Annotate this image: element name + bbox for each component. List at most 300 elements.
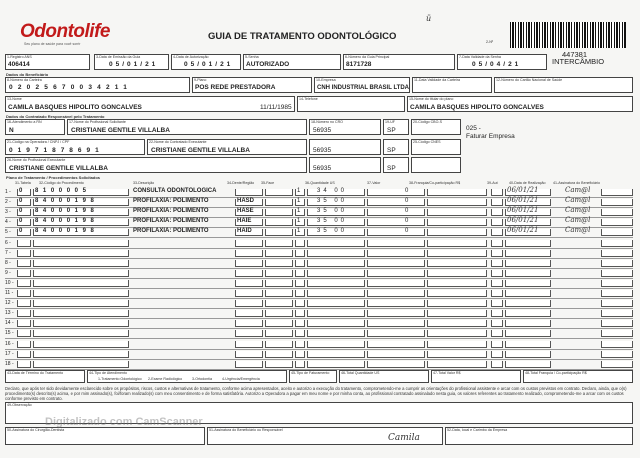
aut-cell (491, 280, 503, 287)
face-cell (265, 310, 293, 317)
franquia-cell (427, 300, 487, 307)
us-cell (307, 361, 365, 368)
total-qtd-label: 46-Total Quantidade US (341, 371, 380, 375)
face-cell (265, 189, 293, 196)
qtd-cell (295, 320, 305, 327)
side-note-num: 025 - (466, 125, 481, 132)
table-row (5, 299, 633, 309)
tipo-4: 4-Urgência/Emergência (222, 377, 260, 381)
aut-cell (491, 310, 503, 317)
tabela-cell (17, 280, 31, 287)
col-codigo: 32-Código do Procedimento (39, 181, 84, 185)
dente-value: HAID (237, 228, 252, 235)
valor-cell (367, 270, 425, 277)
tabela-cell (17, 260, 31, 267)
guide-number-label: 2-Nº (486, 40, 494, 44)
table-row (5, 269, 633, 279)
franquia-cell (427, 219, 487, 226)
table-row (5, 340, 633, 350)
uf3-value: SP (387, 165, 396, 172)
validade-senha-label: 7-Data Validade da Senha (459, 55, 501, 59)
glosa-cell (601, 229, 633, 236)
cro2-box (309, 139, 381, 155)
us-cell (307, 351, 365, 358)
table-row (5, 350, 633, 360)
uf-box (383, 119, 409, 135)
aut-cell (491, 219, 503, 226)
codigo-cell (33, 250, 129, 257)
franquia-cell (427, 280, 487, 287)
row-number: 5 - (5, 229, 11, 236)
dente-cell (235, 351, 263, 358)
carteira-box (5, 77, 190, 93)
data-cell (505, 330, 551, 337)
row-number: 6 - (5, 239, 11, 246)
validade-senha-value: 05/04/21 (472, 61, 522, 68)
us-value: 35 00 (317, 218, 348, 225)
qtd-cell (295, 330, 305, 337)
cro-label: 18-Número no CRO (311, 120, 343, 124)
codigo-cell (33, 300, 129, 307)
total-franquia-label: 48-Total Franquia / Co-participação R$ (525, 371, 587, 375)
us-cell (307, 320, 365, 327)
glosa-cell (601, 290, 633, 297)
qtd-cell (295, 361, 305, 368)
dente-cell (235, 341, 263, 348)
face-cell (265, 351, 293, 358)
descricao-value: PROFILAXIA: POLIMENTO (133, 228, 209, 235)
cro3-value: 56935 (313, 165, 332, 172)
carteira-label: 8-Número da Carteira (7, 78, 42, 82)
codigo-cell (33, 330, 129, 337)
descricao-value: CONSULTA ODONTOLOGICA (133, 188, 217, 194)
nascimento-value: 11/11/1985 (260, 104, 292, 111)
qtd-cell (295, 250, 305, 257)
beneficiario-signature: Camila (388, 433, 420, 443)
us-cell (307, 290, 365, 297)
cnes-label: 25-Código CNES (413, 140, 441, 144)
codigo-cell (33, 351, 129, 358)
row-number: 9 - (5, 269, 11, 276)
valor-cell (367, 310, 425, 317)
face-cell (265, 361, 293, 368)
data-termino-box (5, 370, 85, 383)
codigo-cell (33, 320, 129, 327)
glosa-cell (601, 199, 633, 206)
descricao-value: PROFILAXIA: POLIMENTO (133, 208, 209, 215)
data-cell (505, 290, 551, 297)
row-number: 10 - (5, 279, 14, 286)
uf3-box (383, 157, 409, 173)
dente-value: HASE (237, 208, 254, 215)
codigo-value: 84000198 (35, 208, 99, 215)
cbo-label: 20-Código CBO-S (413, 120, 442, 124)
row-number: 15 - (5, 330, 14, 337)
assinatura-value: Cam@l (565, 196, 591, 205)
valor-value: 0 (405, 218, 409, 225)
us-cell (307, 330, 365, 337)
aut-cell (491, 290, 503, 297)
franquia-cell (427, 209, 487, 216)
prof-solicitante-box (67, 119, 307, 135)
valor-cell (367, 280, 425, 287)
valor-cell (367, 229, 425, 236)
assinatura-value: Cam@l (565, 186, 591, 194)
valor-cell (367, 361, 425, 368)
aut-cell (491, 189, 503, 196)
franquia-cell (427, 351, 487, 358)
validade-senha-box (457, 54, 547, 70)
aut-cell (491, 300, 503, 307)
face-cell (265, 199, 293, 206)
glosa-cell (601, 189, 633, 196)
cpf-label: 21-Código na Operadora / CNPJ / CPF (7, 140, 70, 144)
tipo-3: 3-Ortodontia (192, 377, 212, 381)
table-row (5, 228, 633, 238)
valor-cell (367, 300, 425, 307)
uf-value: SP (387, 127, 396, 134)
col-qtd-us: 36-Quantidade US (305, 181, 335, 185)
face-cell (265, 270, 293, 277)
codigo-cell (33, 240, 129, 247)
table-row (5, 329, 633, 339)
aut-cell (491, 240, 503, 247)
camscanner-watermark: Digitalizado com CamScanner (45, 416, 203, 428)
col-franquia: 38-Franquia/Co-participação R$ (409, 181, 461, 185)
cro3-box (309, 157, 381, 173)
dente-cell (235, 270, 263, 277)
data-cell (505, 320, 551, 327)
aut-cell (491, 361, 503, 368)
cro2-value: 56935 (313, 147, 332, 154)
face-cell (265, 250, 293, 257)
tipo-atendimento-box (87, 370, 287, 383)
observacao-label: 49-Observação (7, 403, 32, 407)
data-realizacao-value: 06/01/21 (507, 206, 539, 215)
senha-label: 5-Senha (245, 55, 259, 59)
dente-cell (235, 240, 263, 247)
aut-cell (491, 351, 503, 358)
face-cell (265, 330, 293, 337)
empresa-value: CNH INDUSTRIAL BRASIL LTDA (317, 85, 409, 91)
qtd-cell (295, 240, 305, 247)
side-note: Faturar Empresa (466, 133, 515, 140)
data-autorizacao-value: 05/01/21 (184, 61, 234, 68)
cpf-box (5, 139, 145, 155)
tabela-cell (17, 270, 31, 277)
assinatura-value: Cam@l (565, 216, 591, 225)
dente-cell (235, 300, 263, 307)
face-cell (265, 229, 293, 236)
glosa-cell (601, 310, 633, 317)
tabela-cell (17, 300, 31, 307)
glosa-cell (601, 250, 633, 257)
aut-cell (491, 209, 503, 216)
row-number: 8 - (5, 259, 11, 266)
tabela-value: 0 (19, 188, 23, 194)
nome-box (5, 96, 295, 112)
descricao-value: PROFILAXIA: POLIMENTO (133, 198, 209, 205)
qtd-value: 1 (297, 198, 301, 205)
guia-principal-value: 8171728 (346, 61, 372, 68)
cbo-box (411, 119, 461, 135)
cro-box (309, 119, 381, 135)
cpf-value: 01971878691 (9, 147, 104, 154)
rn-label: 16-Atendimento a RN (7, 120, 42, 124)
dente-cell (235, 260, 263, 267)
col-aut: 39-Aut (487, 181, 498, 185)
us-cell (307, 310, 365, 317)
logo-tagline: Seu plano de saúde para você sorrir (24, 42, 81, 46)
uf2-value: SP (387, 147, 396, 154)
uf2-box (383, 139, 409, 155)
logo (20, 22, 110, 52)
col-descricao: 33-Descrição (133, 181, 155, 185)
row-number: 4 - (5, 219, 11, 226)
data-cell (505, 240, 551, 247)
assinatura-value: Cam@l (565, 206, 591, 215)
beneficiario-section: Dados do Beneficiário (6, 72, 49, 77)
row-number: 11 - (5, 290, 14, 296)
row-number: 2 - (5, 199, 11, 206)
valor-value: 0 (405, 228, 409, 235)
carteira-value: 02025670034211 (9, 84, 133, 91)
prof-executante-box (5, 157, 307, 173)
prof-solicitante-value: CRISTIANE GENTILE VILLALBA (71, 127, 170, 134)
aut-cell (491, 330, 503, 337)
table-row (5, 259, 633, 269)
data-realizacao-value: 06/01/21 (507, 226, 539, 235)
data-termino-label: 43-Data de Término do Tratamento (7, 371, 64, 375)
data-cell (505, 310, 551, 317)
data-cell (505, 361, 551, 368)
valor-cell (367, 341, 425, 348)
aut-cell (491, 229, 503, 236)
qtd-value: 1 (297, 208, 301, 215)
us-cell (307, 260, 365, 267)
codigo-cell (33, 260, 129, 267)
assinatura-cirurgiao-box (5, 427, 205, 445)
rn-box (5, 119, 65, 135)
data-emissao-label: 3-Data de Emissão da Guia (96, 55, 141, 59)
codigo-value: 84000198 (35, 228, 99, 235)
dente-cell (235, 250, 263, 257)
qtd-cell (295, 341, 305, 348)
guia-principal-box (343, 54, 455, 70)
total-franquia-box (523, 370, 633, 383)
dente-cell (235, 189, 263, 196)
guia-principal-label: 6-Número da Guia Principal (345, 55, 390, 59)
plano-label: 9-Plano (194, 78, 207, 82)
glosa-cell (601, 209, 633, 216)
us-value: 35 00 (317, 198, 348, 205)
data-autorizacao-label: 4-Data de Autorização (173, 55, 209, 59)
row-number: 17 - (5, 350, 14, 357)
glosa-cell (601, 351, 633, 358)
face-cell (265, 219, 293, 226)
us-cell (307, 280, 365, 287)
qtd-cell (295, 351, 305, 358)
franquia-cell (427, 361, 487, 368)
data-realizacao-value: 06/01/21 (507, 216, 539, 225)
codigo-cell (33, 270, 129, 277)
data-emissao-box (94, 54, 169, 70)
barcode (510, 22, 626, 48)
tipo-2: 2-Exame Radiológico (148, 377, 183, 381)
data-cell (505, 270, 551, 277)
nome-label: 13-Nome (7, 97, 22, 101)
empresa-label: 10-Empresa (316, 78, 336, 82)
data-carimbo-box (445, 427, 633, 445)
tabela-value: 0 (19, 208, 23, 215)
assinatura-beneficiario-label: 51-Assinatura do Beneficiário ou Responsável (209, 428, 283, 432)
valor-value: 0 (405, 198, 409, 205)
valor-value: 0 (405, 208, 409, 215)
validade-carteira-box (412, 77, 492, 93)
glosa-cell (601, 260, 633, 267)
franquia-cell (427, 250, 487, 257)
glosa-cell (601, 270, 633, 277)
registro-ans-value: 406414 (8, 61, 30, 68)
logo-text: Odontolife (20, 21, 110, 42)
qtd-cell (295, 270, 305, 277)
valor-cell (367, 330, 425, 337)
valor-cell (367, 290, 425, 297)
franquia-cell (427, 341, 487, 348)
tabela-value: 0 (19, 198, 23, 205)
dente-cell (235, 361, 263, 368)
glosa-cell (601, 341, 633, 348)
uf-label: 19-UF (385, 120, 395, 124)
cnes-box (411, 139, 461, 155)
dente-value: HAIE (237, 218, 252, 225)
row-number: 14 - (5, 320, 14, 327)
cro-value: 56935 (313, 127, 332, 134)
table-row (5, 239, 633, 249)
table-row (5, 289, 633, 299)
table-row (5, 319, 633, 329)
tabela-cell (17, 290, 31, 297)
senha-box (243, 54, 341, 70)
codigo-cell (33, 341, 129, 348)
senha-value: AUTORIZADO (246, 61, 290, 68)
qtd-cell (295, 310, 305, 317)
face-cell (265, 300, 293, 307)
valor-cell (367, 240, 425, 247)
col-tabela: 31-Tabela (15, 181, 31, 185)
valor-cell (367, 260, 425, 267)
table-row (5, 249, 633, 259)
aut-cell (491, 260, 503, 267)
us-value: 34 00 (317, 188, 348, 194)
aut-cell (491, 341, 503, 348)
tabela-cell (17, 250, 31, 257)
glosa-cell (601, 320, 633, 327)
glosa-cell (601, 330, 633, 337)
valor-cell (367, 351, 425, 358)
face-cell (265, 209, 293, 216)
face-cell (265, 280, 293, 287)
dente-cell (235, 290, 263, 297)
valor-cell (367, 209, 425, 216)
valor-cell (367, 250, 425, 257)
qtd-value: 1 (297, 188, 301, 194)
aut-cell (491, 320, 503, 327)
data-cell (505, 250, 551, 257)
glosa-cell (601, 280, 633, 287)
dente-value: HASD (237, 198, 255, 205)
assinatura-value: Cam@l (565, 226, 591, 235)
descricao-value: PROFILAXIA: POLIMENTO (133, 218, 209, 225)
face-cell (265, 320, 293, 327)
registro-ans-box (5, 54, 90, 70)
data-cell (505, 341, 551, 348)
validade-carteira-label: 11-Data Validade da Carteira (414, 78, 461, 82)
cartao-nacional-label: 12-Número do Cartão Nacional de Saúde (496, 78, 563, 82)
table-row (5, 309, 633, 319)
table-row (5, 218, 633, 228)
tabela-cell (17, 361, 31, 368)
row-number: 16 - (5, 340, 14, 347)
plano-value: POS REDE PRESTADORA (195, 84, 276, 91)
dente-cell (235, 310, 263, 317)
contratado-executante-label: 22-Nome do Contratado Executante (149, 140, 207, 144)
codigo-value: 8100005 (35, 188, 91, 194)
franquia-cell (427, 240, 487, 247)
tabela-value: 0 (19, 228, 23, 235)
data-cell (505, 300, 551, 307)
tabela-cell (17, 330, 31, 337)
table-header (5, 181, 633, 187)
valor-cell (367, 219, 425, 226)
dente-cell (235, 330, 263, 337)
valor-value: 0 (405, 188, 409, 194)
cartao-nacional-box (494, 77, 633, 93)
row-number: 13 - (5, 310, 14, 317)
tipo-faturamento-box (289, 370, 337, 383)
qtd-value: 1 (297, 218, 301, 225)
prof-solicitante-label: 17-Nome do Profissional Solicitante (69, 120, 126, 124)
tabela-cell (17, 341, 31, 348)
col-valor: 37-Valor (367, 181, 381, 185)
franquia-cell (427, 199, 487, 206)
aut-cell (491, 199, 503, 206)
tipo-1: 1-Tratamento Odontológico (98, 377, 142, 381)
codigo-cell (33, 310, 129, 317)
tabela-value: 0 (19, 218, 23, 225)
us-cell (307, 250, 365, 257)
us-value: 35 00 (317, 228, 348, 235)
valor-cell (367, 199, 425, 206)
codigo-cell (33, 290, 129, 297)
data-autorizacao-box (171, 54, 241, 70)
tipo-faturamento-label: 45-Tipo de Faturamento (291, 371, 330, 375)
table-row (5, 279, 633, 289)
codigo-value: 84000198 (35, 218, 99, 225)
col-face: 35-Face (261, 181, 275, 185)
table-row (5, 208, 633, 218)
table-row (5, 198, 633, 208)
franquia-cell (427, 310, 487, 317)
glosa-cell (601, 219, 633, 226)
franquia-cell (427, 270, 487, 277)
contratado-section: Dados do Contratado Responsável pelo Tratamento (6, 114, 105, 119)
data-cell (505, 280, 551, 287)
rn-value: N (9, 127, 14, 134)
tabela-cell (17, 240, 31, 247)
cbo3-box (411, 157, 461, 173)
col-assinatura: 41-Assinatura do Beneficiário (553, 181, 600, 185)
